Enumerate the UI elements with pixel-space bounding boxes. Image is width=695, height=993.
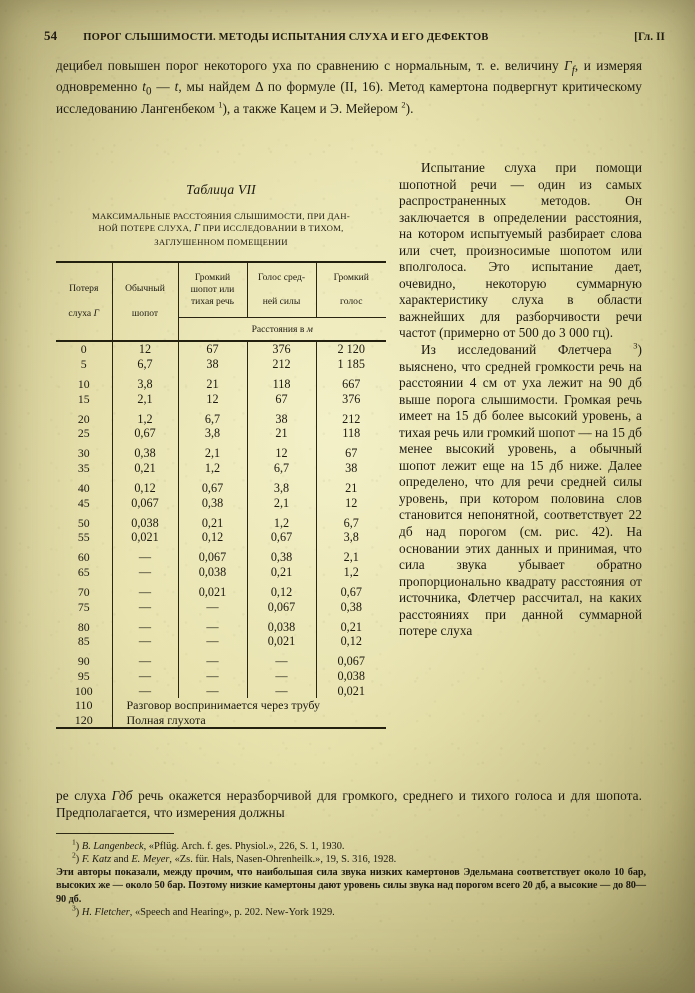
footnote-ref-1[interactable]: 1 (218, 100, 223, 110)
th-loss-symbol: Г (93, 307, 100, 319)
cell-loud-whisper: 38 (178, 357, 247, 372)
cell-medium-voice: 0,67 (247, 530, 316, 545)
footnote-2-continuation: Эти авторы показали, между прочим, что наибольшая сила звука низких камертонов Эдельмана соответствует около 10 бар, высоких же — около 50 бар. Поэтому низкие камертоны дают уровень силы звука над порогом всего 20 дб, а высокие — до 80—90 дб. (56, 867, 646, 905)
cell-hearing-loss: 80 (77, 619, 90, 634)
p1-symbol-t0-sub: 0 (146, 85, 152, 98)
distances-table (56, 261, 386, 727)
cell-ordinary-whisper: 12 (112, 341, 178, 357)
table-row (56, 649, 386, 669)
footnote-1-author: B. Langenbeck (81, 841, 144, 852)
cell-loud-whisper: 0,038 (178, 565, 247, 580)
cell-loud-voice: 1 185 (316, 357, 386, 372)
footnote-1-rest: , «Pflüg. Arch. f. ges. Physiol.», 226, S. 1, 1930. (143, 841, 345, 852)
cell-hearing-loss: 60 (77, 550, 90, 565)
table-row (56, 600, 386, 615)
cell-hearing-loss: 85 (77, 634, 90, 649)
th-medium-voice: Голос сред- ней силы (247, 262, 316, 318)
table-row (56, 406, 386, 426)
footnote-2-marker: 2 (72, 850, 76, 860)
table-row (56, 713, 386, 728)
cell-medium-voice: 0,12 (247, 580, 316, 600)
cell-loud-voice: 0,038 (316, 669, 386, 684)
cell-ordinary-whisper: — (112, 580, 178, 600)
footnote-ref-2[interactable]: 2 (401, 100, 406, 110)
right-text-column (399, 160, 642, 640)
cell-loud-voice: 38 (316, 461, 386, 476)
cell-ordinary-whisper: — (112, 565, 178, 580)
p1-seg4: , мы найдем Δ по формуле (II, 16). Метод камертона подвергнут критическому исследованию Лангенбеком (56, 79, 642, 116)
p3-seg2: ) выяснено, что средней громкости речь на расстоянии 4 см от уха лежит на 90 дб выше порога слышимости. Громкая речь имеет на 15 дб более высокий уровень, а тихая речь или громкий шопот — на 15 дб менее высокий уровень, а обычный шопот лежит еще на 15 дб ниже. Далее определено, что для речи средней силы уровень, при котором половина слов становится непонятной, соответствует 22 дб над порогом (см. рис. 42). На основании этих данных и принимая, что сила звука убывает обратно пропорционально квадрату расстояния от источника, Флетчер рассчитал, на каких расстояниях при данной суммарной потере слуха (399, 342, 642, 639)
cell-ordinary-whisper: — (112, 600, 178, 615)
th-distance-unit-m: м (306, 323, 313, 335)
table-vii-block (56, 160, 386, 729)
p1-seg1: децибел повышен порог некоторого уха по сравнению с нормальным, т. е. величину (56, 58, 565, 73)
table-row (56, 684, 386, 699)
cell-loud-whisper: 6,7 (178, 406, 247, 426)
table-row (56, 496, 386, 511)
table-caption-symbol-gamma: Г (193, 223, 201, 235)
cell-ordinary-whisper: 3,8 (112, 371, 178, 391)
table-row (56, 614, 386, 634)
footnote-2: $^2$) F. Katz and E. Meyer, «Zs. für. Hals, Nasen-Ohrenheilk.», 19, S. 316, 1928. (72, 850, 397, 866)
cell-loud-whisper: — (178, 649, 247, 669)
table-header-row (56, 262, 386, 318)
table-caption-line1: МАКСИМАЛЬНЫЕ РАССТОЯНИЯ СЛЫШИМОСТИ, ПРИ ДАН- (92, 211, 350, 221)
table-row (56, 580, 386, 600)
footnote-1: $^1$) B. Langenbeck, «Pflüg. Arch. f. ges. Physiol.», 226, S. 1, 1930. (72, 837, 345, 852)
cell-medium-voice: 3,8 (247, 475, 316, 495)
table-bottom-rule (56, 727, 386, 729)
cell-ordinary-whisper: — (112, 545, 178, 565)
cell-loud-voice: 21 (316, 475, 386, 495)
cell-ordinary-whisper: — (112, 634, 178, 649)
cell-hearing-loss: 35 (77, 460, 90, 475)
cell-hearing-loss: 55 (77, 530, 90, 545)
table-row (56, 634, 386, 649)
cell-ordinary-whisper: 0,067 (112, 496, 178, 511)
footnote-separator-rule (56, 833, 174, 834)
th-loud-voice: Громкий голос (316, 262, 386, 318)
cell-hearing-loss: 75 (77, 599, 90, 614)
cell-ordinary-whisper: 6,7 (112, 357, 178, 372)
cell-loud-whisper: 0,067 (178, 545, 247, 565)
cell-hearing-loss: 120 (74, 712, 93, 727)
cell-medium-voice: 2,1 (247, 496, 316, 511)
cell-ordinary-whisper: 1,2 (112, 406, 178, 426)
cell-loud-voice: 0,021 (316, 684, 386, 699)
cell-loud-whisper: 2,1 (178, 441, 247, 461)
two-column-zone (56, 160, 642, 780)
cell-loud-whisper: — (178, 669, 247, 684)
running-head (44, 28, 665, 44)
footnote-ref-3[interactable]: 3 (633, 341, 638, 351)
footnote-2-author: F. Katz (81, 854, 112, 866)
cell-loud-whisper: 0,67 (178, 475, 247, 495)
paragraph-2: Испытание слуха при помощи шопотной речи — один из самых распространенных методов. Он заключается в определении расстояния, на котором испытуемый разбирает слова или счет, произносимые шопотом или вполголоса. Это испытание дает, очевидно, некоторую суммарную характеристику слуха в области важнейших для разборчивости речи частот (примерно от 500 до 3 000 гц). (399, 160, 642, 341)
cell-loud-voice: 212 (316, 406, 386, 426)
cell-medium-voice: — (247, 649, 316, 669)
cell-medium-voice: 212 (247, 357, 316, 372)
page-folio: 54 (44, 28, 58, 43)
cell-medium-voice: 376 (247, 341, 316, 357)
cell-ordinary-whisper: 0,21 (112, 461, 178, 476)
table-row (56, 441, 386, 461)
p1-seg6: ). (405, 100, 414, 116)
cell-loud-voice: 0,067 (316, 649, 386, 669)
cell-loud-voice: 0,67 (316, 580, 386, 600)
paragraph-1 (56, 58, 642, 117)
cell-hearing-loss: 70 (77, 585, 90, 600)
table-row (56, 698, 386, 713)
cell-medium-voice: 118 (247, 371, 316, 391)
cell-ordinary-whisper: 0,12 (112, 475, 178, 495)
cell-loud-whisper: 1,2 (178, 461, 247, 476)
cell-loud-voice: 3,8 (316, 530, 386, 545)
cell-ordinary-whisper: 0,38 (112, 441, 178, 461)
table-row (56, 357, 386, 372)
cell-loud-voice: 1,2 (316, 565, 386, 580)
th-loss: Потеря слуха Г (68, 283, 100, 319)
cell-ordinary-whisper: — (112, 669, 178, 684)
cell-loud-voice: 67 (316, 441, 386, 461)
cell-loud-whisper: 0,021 (178, 580, 247, 600)
p1-seg2: , и измеряя одновременно (56, 58, 642, 95)
cell-medium-voice: 0,021 (247, 634, 316, 649)
cell-medium-voice: 0,21 (247, 565, 316, 580)
chapter-marker: [Гл. II (634, 31, 665, 43)
cell-note: Разговор воспринимается через трубу (112, 698, 386, 713)
cell-loud-whisper: 21 (178, 371, 247, 391)
cell-ordinary-whisper: — (112, 614, 178, 634)
cell-loud-voice: 0,21 (316, 614, 386, 634)
table-caption-number: Таблица VII (186, 182, 256, 197)
cell-medium-voice: 67 (247, 392, 316, 407)
table-row (56, 545, 386, 565)
footnote-2-mid: and (111, 854, 132, 866)
cell-hearing-loss: 95 (77, 669, 90, 683)
cell-loud-whisper: 0,38 (178, 496, 247, 511)
p3-seg1: Из исследований Флетчера (421, 342, 634, 358)
table-body (56, 341, 386, 727)
p1-symbol-gamma-sub: f (571, 64, 575, 77)
cell-note: Полная глухота (112, 713, 386, 728)
cell-hearing-loss: 110 (74, 698, 93, 713)
cell-hearing-loss: 25 (77, 426, 90, 441)
cell-hearing-loss: 10 (77, 376, 90, 391)
cell-loud-whisper: — (178, 614, 247, 634)
th-ordinary-whisper: Обычный шопот (112, 262, 178, 341)
cell-medium-voice: 12 (247, 441, 316, 461)
cell-loud-whisper: — (178, 634, 247, 649)
table-row (56, 565, 386, 580)
cell-medium-voice: 0,38 (247, 545, 316, 565)
table-row (56, 475, 386, 495)
cell-hearing-loss: 45 (77, 495, 90, 510)
cell-hearing-loss: 65 (77, 564, 90, 579)
table-row (56, 341, 386, 357)
footnotes-block (56, 837, 646, 919)
cell-medium-voice: 38 (247, 406, 316, 426)
table-row (56, 510, 386, 530)
p3-unit-db: дб (119, 788, 133, 803)
cell-ordinary-whisper: 0,021 (112, 530, 178, 545)
paragraph-3 (399, 342, 642, 640)
cell-loud-voice: 118 (316, 426, 386, 441)
p3-cont-head: ре слуха (56, 788, 112, 803)
cell-loud-voice: 667 (316, 371, 386, 391)
p1-symbol-t: t (174, 79, 179, 95)
p1-seg5: ), а также Кацем и Э. Мейером (222, 100, 402, 116)
th-loud-whisper: Громкий шопот или тихая речь (178, 262, 247, 318)
body-bottom-block (56, 788, 642, 821)
body-top-block (56, 58, 642, 117)
table-row (56, 669, 386, 684)
footnote-3-rest: , «Speech and Hearing», p. 202. New-York 1929. (129, 906, 335, 918)
cell-loud-voice: 2 120 (316, 341, 386, 357)
cell-loud-whisper: — (178, 600, 247, 615)
table-row (56, 426, 386, 441)
cell-ordinary-whisper: — (112, 684, 178, 699)
table-row (56, 392, 386, 407)
footnote-2-rest: , «Zs. für. Hals, Nasen-Ohrenheilk.», 19, S. 316, 1928. (169, 854, 397, 866)
table-head (56, 262, 386, 341)
cell-loud-whisper: 12 (178, 392, 247, 407)
p1-symbol-t0: t (142, 79, 146, 95)
cell-loud-voice: 376 (316, 392, 386, 407)
cell-loud-voice: 0,38 (316, 600, 386, 615)
table-caption-line2b: ПРИ ИССЛЕДОВАНИИ В ТИХОМ, (200, 223, 344, 234)
table-row (56, 461, 386, 476)
paragraph-3-continued (56, 788, 642, 821)
footnote-3: $^3$) H. Fletcher, «Speech and Hearing», p. 202. New-York 1929. (72, 903, 335, 918)
p3-seg3: речь окажется неразборчивой для громкого, среднего и тихого голоса и для шопота. Предполагается, что измерения должны (56, 788, 642, 820)
table-row (56, 371, 386, 391)
cell-ordinary-whisper: — (112, 649, 178, 669)
cell-loud-whisper: 3,8 (178, 426, 247, 441)
cell-medium-voice: 0,038 (247, 614, 316, 634)
footnote-3-author: H. Fletcher (81, 906, 130, 918)
cell-hearing-loss: 100 (74, 683, 93, 698)
cell-medium-voice: — (247, 669, 316, 684)
cell-medium-voice: — (247, 684, 316, 699)
cell-loud-whisper: 0,21 (178, 510, 247, 530)
table-caption-line3: ЗАГЛУШЕННОМ ПОМЕЩЕНИИ (154, 236, 288, 247)
cell-ordinary-whisper: 0,038 (112, 510, 178, 530)
running-head-title: ПОРОГ СЛЫШИМОСТИ. МЕТОДЫ ИСПЫТАНИЯ СЛУХА И ЕГО ДЕФЕКТОВ (83, 32, 489, 43)
cell-loud-whisper: 67 (178, 341, 247, 357)
cell-medium-voice: 1,2 (247, 510, 316, 530)
cell-loud-voice: 0,12 (316, 634, 386, 649)
table-row (56, 530, 386, 545)
cell-loud-voice: 2,1 (316, 545, 386, 565)
p1-seg3: — (151, 79, 175, 95)
p1-symbol-gamma: Г (564, 58, 572, 73)
cell-loud-whisper: — (178, 684, 247, 699)
cell-medium-voice: 0,067 (247, 600, 316, 615)
cell-hearing-loss: 5 (80, 356, 87, 371)
cell-ordinary-whisper: 2,1 (112, 392, 178, 407)
cell-hearing-loss: 15 (77, 391, 90, 406)
table-caption-line2a: НОЙ ПОТЕРЕ СЛУХА, (98, 223, 194, 234)
cell-medium-voice: 6,7 (247, 461, 316, 476)
table-caption-text (62, 210, 380, 248)
cell-hearing-loss: 0 (80, 342, 87, 357)
cell-loud-voice: 6,7 (316, 510, 386, 530)
cell-hearing-loss: 50 (77, 515, 90, 530)
cell-loud-whisper: 0,12 (178, 530, 247, 545)
cell-hearing-loss: 90 (77, 654, 90, 669)
cell-hearing-loss: 30 (77, 446, 90, 461)
th-distances-unit: Расстояния в м (178, 318, 386, 342)
footnote-1-marker: 1 (72, 837, 76, 847)
cell-hearing-loss: 40 (77, 480, 90, 495)
cell-ordinary-whisper: 0,67 (112, 426, 178, 441)
cell-loud-voice: 12 (316, 496, 386, 511)
footnote-2-author2: E. Meyer (131, 854, 170, 866)
footnote-3-marker: 3 (72, 903, 76, 913)
cell-medium-voice: 21 (247, 426, 316, 441)
p3-symbol-gamma: Г (111, 788, 120, 803)
cell-hearing-loss: 20 (77, 411, 90, 426)
